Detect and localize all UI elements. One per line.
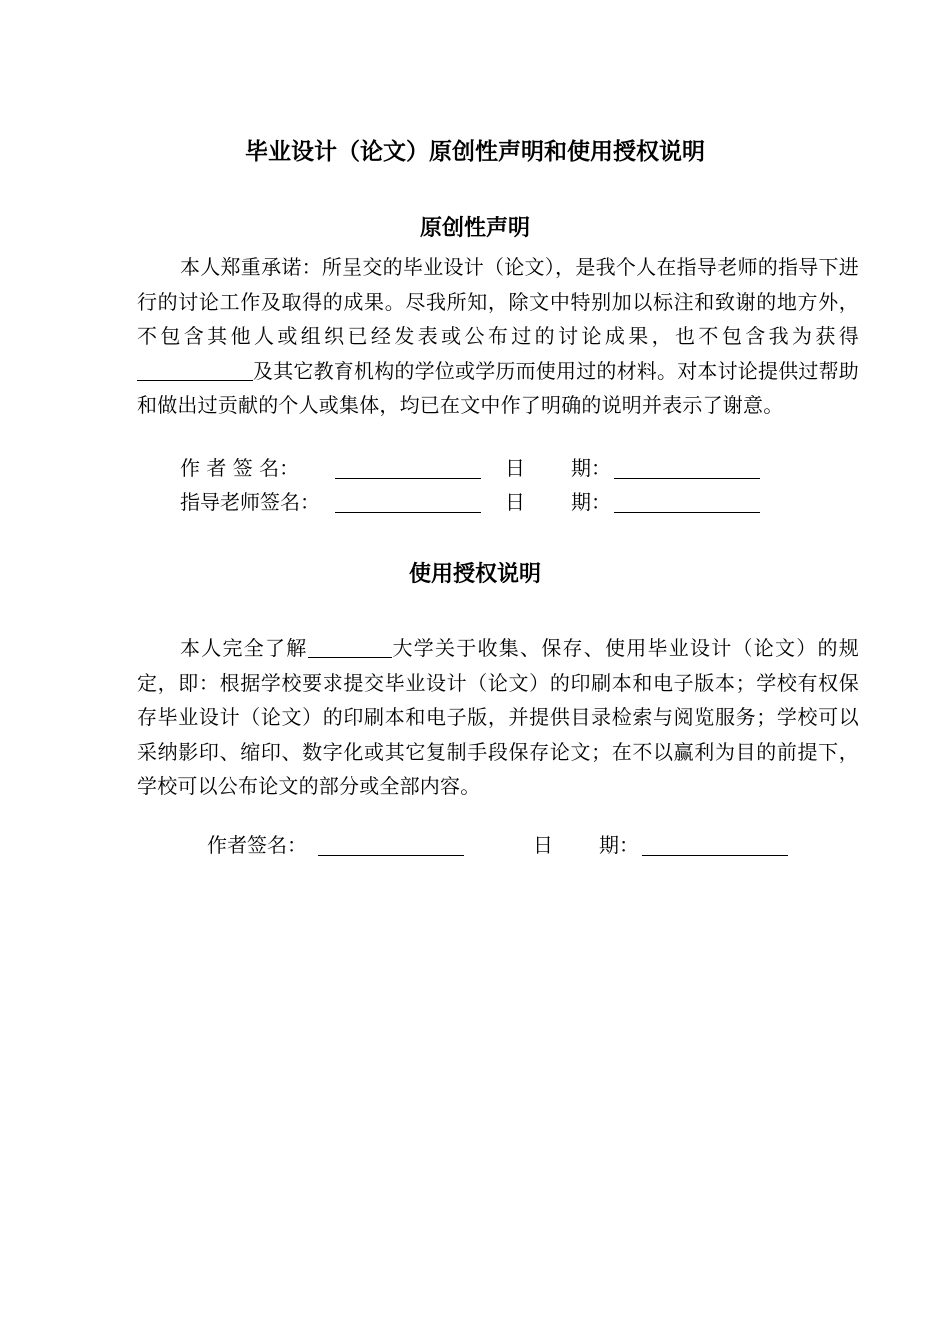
originality-heading: 原创性声明 [419,216,530,241]
date-label-char2: 期： [599,833,639,857]
advisor-signature-row [0,486,950,518]
originality-text-part1: 本人郑重承诺：所呈交的毕业设计（论文），是我个人在指导老师的指导下进行的讨论工作及取得的成果。尽我所知，除文中特别加以标注和致谢的地方外，不包含其他人或组织已经发表或公布过的讨论成果，也不包含我为获得 [137,255,859,349]
final-author-signature-field[interactable] [318,855,464,856]
originality-statement [137,250,859,423]
date-label-char2: 期： [571,490,611,514]
authorization-text-part1: 本人完全了解 [180,636,308,660]
university-name-blank[interactable] [308,637,392,658]
author-signature-row [0,452,950,484]
author-date-field[interactable] [614,478,760,479]
final-signature-row [0,829,950,861]
degree-institution-blank[interactable] [137,360,253,381]
advisor-signature-label: 指导老师签名： [180,490,320,514]
date-label-char2: 期： [571,456,611,480]
originality-text-part2: 及其它教育机构的学位或学历而使用过的材料。对本讨论提供过帮助和做出过贡献的个人或集体，均已在文中作了明确的说明并表示了谢意。 [137,358,859,418]
document-title: 毕业设计（论文）原创性声明和使用授权说明 [245,139,705,165]
date-label-char1: 日 [505,456,525,480]
authorization-text-part2: 大学关于收集、保存、使用毕业设计（论文）的规定，即：根据学校要求提交毕业设计（论文）的印刷本和电子版本；学校有权保存毕业设计（论文）的印刷本和电子版，并提供目录检索与阅览服务；学校可以采纳影印、缩印、数字化或其它复制手段保存论文；在不以赢利为目的前提下，学校可以公布论文的部分或全部内容。 [137,636,859,799]
authorization-statement [137,631,859,804]
date-label-char1: 日 [505,490,525,514]
final-date-field[interactable] [642,855,788,856]
date-label-char1: 日 [533,833,553,857]
author-signature-label: 作 者 签 名： [180,456,300,480]
authorization-heading: 使用授权说明 [408,562,541,587]
author-signature-field[interactable] [335,478,481,479]
final-author-signature-label: 作者签名： [207,833,307,857]
advisor-signature-field[interactable] [335,512,481,513]
advisor-date-field[interactable] [614,512,760,513]
